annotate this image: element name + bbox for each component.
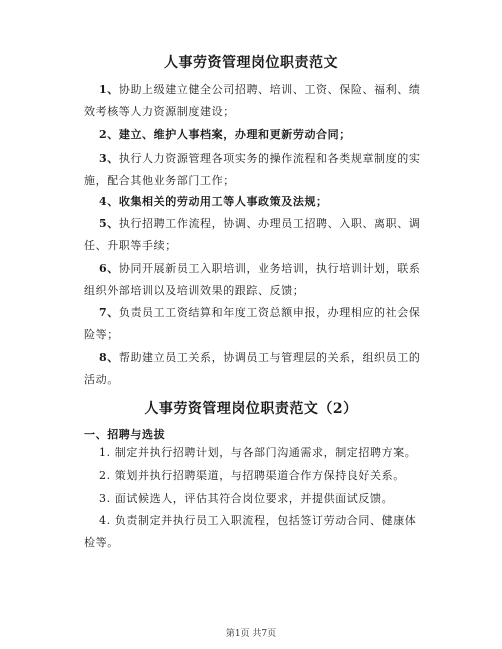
item-text: 协同开展新员工入职培训，业务培训，执行培训计划，联系组织外部培训以及培训效果的跟踪、反馈；	[84, 262, 421, 297]
list-item	[84, 191, 424, 213]
list-item	[84, 124, 424, 146]
list-item	[84, 213, 424, 257]
item-text: 收集相关的劳动用工等人事政策及法规；	[118, 195, 328, 208]
item-number: 6、	[99, 262, 119, 275]
numbered-item: 4. 负责制定并执行员工入职流程，包括签订劳动合同、健康体检等。	[84, 514, 417, 549]
item-text: 执行招聘工作流程，协调、办理员工招聘、入职、离职、调任、升职等手续；	[84, 217, 421, 252]
numbered-item: 1. 制定并执行招聘计划，与各部门沟通需求，制定招聘方案。	[99, 446, 417, 459]
item-number: 1、	[99, 83, 119, 96]
item-text: 协助上级建立健全公司招聘、培训、工资、保险、福利、绩效考核等人力资源制度建设；	[84, 83, 421, 118]
item-number: 8、	[99, 351, 119, 364]
page-footer: 第1页 共7页	[225, 629, 277, 639]
numbered-item: 3. 面试候选人，评估其符合岗位要求，并提供面试反馈。	[99, 492, 394, 505]
section-heading: 一、招聘与选拔	[84, 428, 166, 441]
item-text: 负责员工工资结算和年度工资总额申报，办理相应的社会保险等；	[84, 306, 421, 341]
section-title: 人事劳资管理岗位职责范文（2）	[144, 401, 358, 417]
item-number: 3、	[99, 152, 119, 165]
item-number: 7、	[99, 306, 119, 319]
item-number: 4、	[99, 195, 119, 208]
list-item	[84, 79, 424, 123]
document-title: 人事劳资管理岗位职责范文	[164, 55, 338, 71]
item-text: 帮助建立员工关系，协调员工与管理层的关系，组织员工的活动。	[84, 351, 421, 386]
item-text: 执行人力资源管理各项实务的操作流程和各类规章制度的实施，配合其他业务部门工作；	[84, 152, 421, 187]
item-number: 5、	[99, 217, 119, 230]
list-item	[84, 148, 424, 192]
list-item	[84, 302, 424, 346]
numbered-item: 2. 策划并执行招聘渠道，与招聘渠道合作方保持良好关系。	[99, 469, 405, 482]
item-text: 建立、维护人事档案，办理和更新劳动合同；	[118, 128, 351, 141]
list-item	[84, 347, 424, 391]
list-item	[84, 258, 424, 302]
item-number: 2、	[99, 128, 119, 141]
